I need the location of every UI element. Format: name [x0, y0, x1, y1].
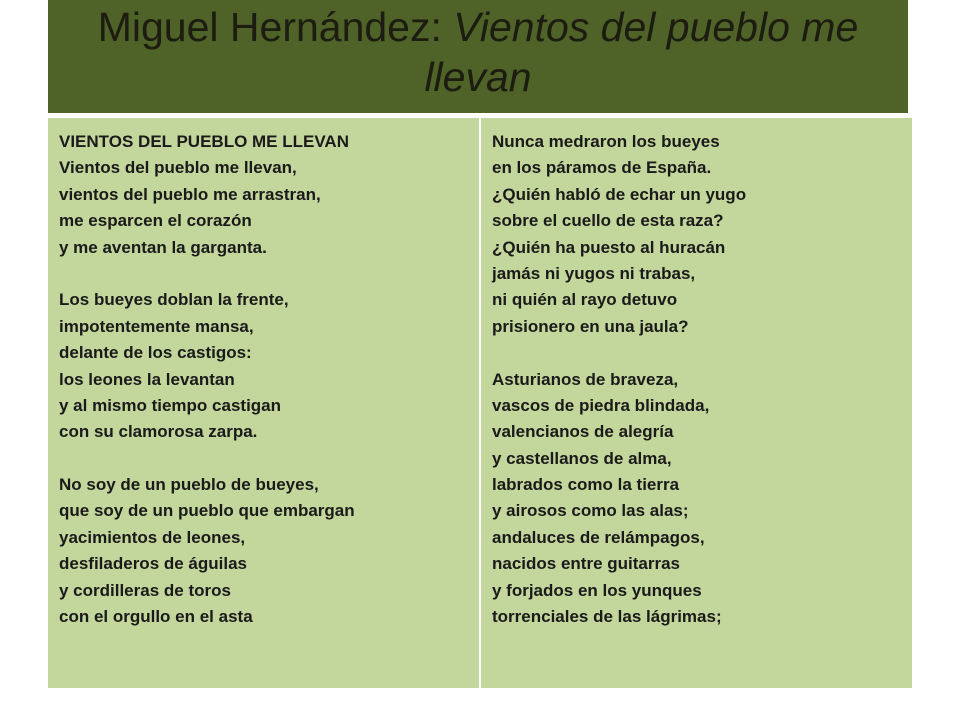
poem-left-line: delante de los castigos:	[59, 343, 252, 363]
slide-title	[48, 2, 908, 102]
poem-left-line: me esparcen el corazón	[59, 211, 252, 231]
poem-right-line: ¿Quién ha puesto al huracán	[492, 237, 726, 257]
poem-left-line: No soy de un pueblo de bueyes,	[59, 475, 319, 495]
poem-left-line: y cordilleras de toros	[59, 580, 231, 600]
title-author: Miguel Hernández:	[97, 4, 454, 50]
poem-right-line: en los páramos de España.	[492, 158, 712, 178]
stanza-break	[59, 261, 355, 287]
title-poem-name: Vientos del pueblo me llevan	[424, 4, 859, 100]
poem-column-right	[492, 129, 746, 630]
poem-right-line: torrenciales de las lágrimas;	[492, 607, 722, 627]
poem-left-line: yacimientos de leones,	[59, 527, 246, 547]
poem-left-line: con el orgullo en el asta	[59, 607, 253, 627]
poem-right-line: Nunca medraron los bueyes	[492, 132, 720, 151]
poem-left-line: y al mismo tiempo castigan	[59, 395, 282, 415]
poem-left-line: Vientos del pueblo me llevan,	[59, 158, 297, 178]
poem-left-line: Los bueyes doblan la frente,	[59, 290, 289, 310]
poem-right-line: ¿Quién habló de echar un yugo	[492, 184, 747, 204]
column-divider	[479, 118, 481, 688]
poem-left-line: que soy de un pueblo que embargan	[59, 501, 355, 521]
poem-right-line: vascos de piedra blindada,	[492, 395, 710, 415]
poem-right-line: y castellanos de alma,	[492, 448, 672, 468]
poem-right-line: andaluces de relámpagos,	[492, 527, 705, 547]
poem-left-line: VIENTOS DEL PUEBLO ME LLEVAN	[59, 132, 349, 151]
poem-left-line: y me aventan la garganta.	[59, 237, 267, 257]
poem-table	[48, 118, 912, 688]
poem-right-line: jamás ni yugos ni trabas,	[492, 263, 696, 283]
stanza-break	[492, 340, 746, 366]
poem-right-line: labrados como la tierra	[492, 475, 680, 495]
poem-right-line: sobre el cuello de esta raza?	[492, 211, 724, 231]
poem-left-line: vientos del pueblo me arrastran,	[59, 184, 321, 204]
stanza-break	[59, 446, 355, 472]
poem-left-line: impotentemente mansa,	[59, 316, 254, 336]
poem-left-line: con su clamorosa zarpa.	[59, 422, 258, 442]
poem-right-line: valencianos de alegría	[492, 422, 674, 442]
poem-right-line: y airosos como las alas;	[492, 501, 689, 521]
poem-right-line: ni quién al rayo detuvo	[492, 290, 678, 310]
poem-right-line: Asturianos de braveza,	[492, 369, 679, 389]
poem-right-line: y forjados en los yunques	[492, 580, 702, 600]
poem-right-line: nacidos entre guitarras	[492, 554, 681, 574]
poem-right-line: prisionero en una jaula?	[492, 316, 689, 336]
poem-left-line: los leones la levantan	[59, 369, 235, 389]
poem-left-line: desfiladeros de águilas	[59, 554, 248, 574]
poem-column-left	[59, 129, 355, 630]
